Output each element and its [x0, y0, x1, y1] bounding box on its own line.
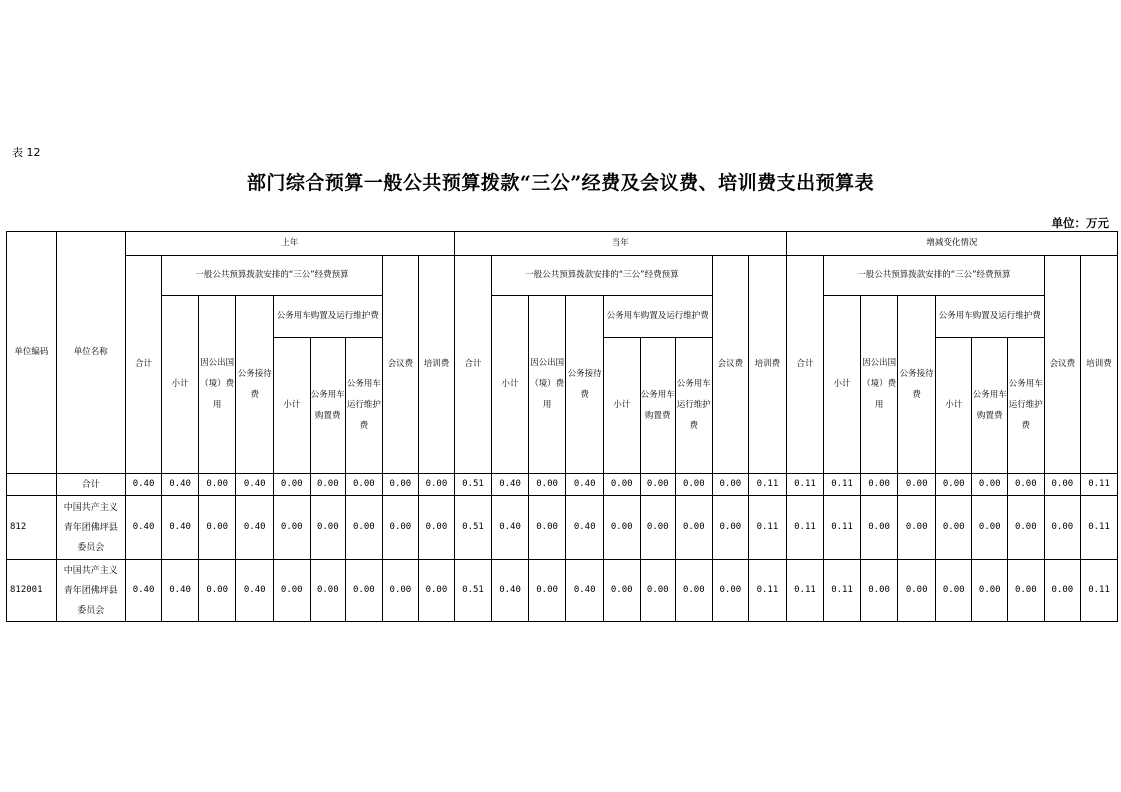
value-cell: 0.00 — [676, 560, 713, 622]
value-cell: 0.40 — [566, 474, 604, 496]
meeting-header: 会议费 — [712, 256, 749, 474]
value-cell: 0.00 — [274, 474, 311, 496]
table-row — [7, 560, 1118, 622]
value-cell: 0.11 — [786, 474, 824, 496]
unit-code-cell: 812001 — [7, 560, 57, 622]
total-header: 合计 — [125, 256, 162, 474]
value-cell: 0.00 — [346, 496, 383, 560]
value-cell: 0.11 — [824, 474, 861, 496]
value-cell: 0.00 — [1008, 496, 1045, 560]
vehicle-operation-header: 公务用车运行维护费 — [676, 338, 713, 474]
table-row — [7, 474, 1118, 496]
value-cell: 0.11 — [749, 560, 787, 622]
subtotal-header: 小计 — [824, 296, 861, 474]
value-cell: 0.00 — [1044, 496, 1081, 560]
value-cell: 0.11 — [824, 560, 861, 622]
value-cell: 0.40 — [162, 474, 199, 496]
value-cell: 0.00 — [860, 474, 898, 496]
reception-header: 公务接待费 — [898, 296, 936, 474]
unit-name-cell: 合计 — [56, 474, 125, 496]
group-header-current-year: 当年 — [454, 232, 786, 256]
value-cell: 0.00 — [1044, 474, 1081, 496]
value-cell: 0.40 — [125, 496, 162, 560]
value-cell: 0.00 — [935, 560, 972, 622]
unit-label: 单位：万元 — [1051, 216, 1109, 230]
value-cell: 0.00 — [1008, 560, 1045, 622]
value-cell: 0.00 — [935, 474, 972, 496]
value-cell: 0.00 — [382, 496, 419, 560]
value-cell: 0.00 — [898, 496, 936, 560]
value-cell: 0.00 — [712, 496, 749, 560]
value-cell: 0.00 — [972, 496, 1008, 560]
value-cell: 0.11 — [824, 496, 861, 560]
value-cell: 0.00 — [382, 560, 419, 622]
vehicle-operation-header: 公务用车运行维护费 — [1008, 338, 1045, 474]
value-cell: 0.40 — [236, 474, 274, 496]
value-cell: 0.00 — [528, 474, 566, 496]
value-cell: 0.00 — [310, 560, 346, 622]
vehicle-subtotal-header: 小计 — [935, 338, 972, 474]
value-cell: 0.00 — [419, 560, 455, 622]
value-cell: 0.00 — [898, 560, 936, 622]
budget-table — [6, 231, 1118, 622]
unit-code-cell: 812 — [7, 496, 57, 560]
training-header: 培训费 — [1081, 256, 1118, 474]
value-cell: 0.40 — [162, 496, 199, 560]
value-cell: 0.00 — [528, 496, 566, 560]
value-cell: 0.00 — [310, 474, 346, 496]
value-cell: 0.00 — [860, 496, 898, 560]
vehicle-subtotal-header: 小计 — [274, 338, 311, 474]
value-cell: 0.11 — [1081, 474, 1118, 496]
value-cell: 0.51 — [454, 474, 492, 496]
unit-code-cell — [7, 474, 57, 496]
value-cell: 0.40 — [492, 496, 529, 560]
abroad-header: 因公出国（境）费用 — [860, 296, 898, 474]
value-cell: 0.00 — [676, 496, 713, 560]
vehicle-subtotal-header: 小计 — [603, 338, 640, 474]
value-cell: 0.00 — [1008, 474, 1045, 496]
unit-code-header: 单位编码 — [7, 232, 57, 474]
value-cell: 0.00 — [1044, 560, 1081, 622]
value-cell: 0.00 — [972, 474, 1008, 496]
training-header: 培训费 — [749, 256, 787, 474]
value-cell: 0.00 — [274, 496, 311, 560]
vehicle-group-header: 公务用车购置及运行维护费 — [603, 296, 712, 338]
value-cell: 0.00 — [198, 496, 236, 560]
value-cell: 0.00 — [972, 560, 1008, 622]
value-cell: 0.51 — [454, 560, 492, 622]
value-cell: 0.40 — [566, 496, 604, 560]
value-cell: 0.40 — [492, 560, 529, 622]
vehicle-group-header: 公务用车购置及运行维护费 — [935, 296, 1044, 338]
value-cell: 0.00 — [419, 474, 455, 496]
value-cell: 0.00 — [712, 560, 749, 622]
total-header: 合计 — [786, 256, 824, 474]
subtotal-header: 小计 — [162, 296, 199, 474]
value-cell: 0.00 — [640, 560, 676, 622]
value-cell: 0.00 — [419, 496, 455, 560]
group-header-change: 增减变化情况 — [786, 232, 1117, 256]
group-header-previous-year: 上年 — [125, 232, 454, 256]
value-cell: 0.40 — [492, 474, 529, 496]
value-cell: 0.40 — [125, 474, 162, 496]
total-header: 合计 — [454, 256, 492, 474]
three-public-header: 一般公共预算拨款安排的“三公”经费预算 — [492, 256, 712, 296]
subtotal-header: 小计 — [492, 296, 529, 474]
value-cell: 0.11 — [749, 474, 787, 496]
abroad-header: 因公出国（境）费用 — [528, 296, 566, 474]
value-cell: 0.00 — [274, 560, 311, 622]
value-cell: 0.51 — [454, 496, 492, 560]
value-cell: 0.00 — [603, 496, 640, 560]
value-cell: 0.40 — [566, 560, 604, 622]
meeting-header: 会议费 — [1044, 256, 1081, 474]
value-cell: 0.00 — [898, 474, 936, 496]
table-number-label: 表 12 — [12, 146, 41, 159]
value-cell: 0.00 — [676, 474, 713, 496]
vehicle-operation-header: 公务用车运行维护费 — [346, 338, 383, 474]
value-cell: 0.00 — [346, 560, 383, 622]
value-cell: 0.00 — [860, 560, 898, 622]
value-cell: 0.40 — [125, 560, 162, 622]
value-cell: 0.11 — [1081, 560, 1118, 622]
meeting-header: 会议费 — [382, 256, 419, 474]
reception-header: 公务接待费 — [236, 296, 274, 474]
page-title: 部门综合预算一般公共预算拨款“三公”经费及会议费、培训费支出预算表 — [246, 172, 875, 194]
unit-name-header: 单位名称 — [56, 232, 125, 474]
abroad-header: 因公出国（境）费用 — [198, 296, 236, 474]
value-cell: 0.00 — [198, 474, 236, 496]
value-cell: 0.40 — [236, 560, 274, 622]
value-cell: 0.00 — [346, 474, 383, 496]
vehicle-purchase-header: 公务用车购置费 — [310, 338, 346, 474]
value-cell: 0.00 — [198, 560, 236, 622]
vehicle-purchase-header: 公务用车购置费 — [640, 338, 676, 474]
value-cell: 0.00 — [935, 496, 972, 560]
value-cell: 0.11 — [786, 496, 824, 560]
value-cell: 0.00 — [382, 474, 419, 496]
value-cell: 0.00 — [603, 560, 640, 622]
value-cell: 0.40 — [236, 496, 274, 560]
value-cell: 0.00 — [640, 496, 676, 560]
value-cell: 0.00 — [528, 560, 566, 622]
value-cell: 0.11 — [749, 496, 787, 560]
three-public-header: 一般公共预算拨款安排的“三公”经费预算 — [824, 256, 1044, 296]
value-cell: 0.11 — [786, 560, 824, 622]
three-public-header: 一般公共预算拨款安排的“三公”经费预算 — [162, 256, 382, 296]
value-cell: 0.00 — [603, 474, 640, 496]
vehicle-group-header: 公务用车购置及运行维护费 — [274, 296, 383, 338]
value-cell: 0.00 — [310, 496, 346, 560]
training-header: 培训费 — [419, 256, 455, 474]
value-cell: 0.00 — [712, 474, 749, 496]
table-row — [7, 496, 1118, 560]
value-cell: 0.11 — [1081, 496, 1118, 560]
reception-header: 公务接待费 — [566, 296, 604, 474]
unit-name-cell: 中国共产主义青年团佛坪县委员会 — [56, 560, 125, 622]
value-cell: 0.00 — [640, 474, 676, 496]
value-cell: 0.40 — [162, 560, 199, 622]
unit-name-cell: 中国共产主义青年团佛坪县委员会 — [56, 496, 125, 560]
vehicle-purchase-header: 公务用车购置费 — [972, 338, 1008, 474]
